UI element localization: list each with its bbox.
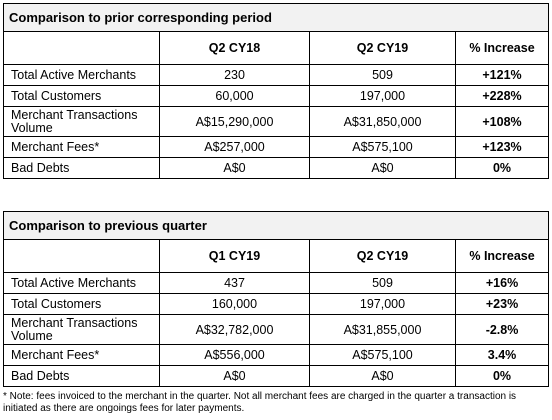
percent-cell: +123% xyxy=(456,137,549,158)
table-row xyxy=(4,158,549,179)
percent-cell: +108% xyxy=(456,107,549,137)
header-cell: Q1 CY19 xyxy=(160,240,310,273)
table-row xyxy=(4,315,549,345)
value-cell: 509 xyxy=(310,273,456,294)
value-cell: A$31,855,000 xyxy=(310,315,456,345)
header-cell: Q2 CY19 xyxy=(310,32,456,65)
value-cell: A$575,100 xyxy=(310,345,456,366)
table-row xyxy=(4,294,549,315)
value-cell: 197,000 xyxy=(310,294,456,315)
value-cell: 437 xyxy=(160,273,310,294)
value-cell: A$0 xyxy=(310,158,456,179)
value-cell: A$15,290,000 xyxy=(160,107,310,137)
header-cell: % Increase xyxy=(456,240,549,273)
percent-cell: +16% xyxy=(456,273,549,294)
table-row xyxy=(4,137,549,158)
header-cell: % Increase xyxy=(456,32,549,65)
table-row xyxy=(4,345,549,366)
row-label: Total Customers xyxy=(4,86,160,107)
row-label: Total Customers xyxy=(4,294,160,315)
percent-cell: 0% xyxy=(456,366,549,387)
percent-cell: +23% xyxy=(456,294,549,315)
value-cell: 197,000 xyxy=(310,86,456,107)
value-cell: A$257,000 xyxy=(160,137,310,158)
table-title: Comparison to prior corresponding period xyxy=(4,4,549,32)
row-label: Bad Debts xyxy=(4,158,160,179)
value-cell: 160,000 xyxy=(160,294,310,315)
comparison-prior-period-table xyxy=(3,3,549,179)
header-cell: Q2 CY18 xyxy=(160,32,310,65)
table-row xyxy=(4,107,549,137)
table-row xyxy=(4,65,549,86)
percent-cell: +228% xyxy=(456,86,549,107)
comparison-previous-quarter-table xyxy=(3,211,549,387)
value-cell: A$0 xyxy=(310,366,456,387)
table-row xyxy=(4,366,549,387)
row-label: Total Active Merchants xyxy=(4,65,160,86)
percent-cell: 0% xyxy=(456,158,549,179)
header-cell: Q2 CY19 xyxy=(310,240,456,273)
header-cell-empty xyxy=(4,32,160,65)
row-label: Merchant Transactions Volume xyxy=(4,315,160,345)
percent-cell: 3.4% xyxy=(456,345,549,366)
value-cell: A$0 xyxy=(160,366,310,387)
row-label: Merchant Fees* xyxy=(4,137,160,158)
row-label: Merchant Fees* xyxy=(4,345,160,366)
header-cell-empty xyxy=(4,240,160,273)
percent-cell: -2.8% xyxy=(456,315,549,345)
footnote: * Note: fees invoiced to the merchant in the quarter. Not all merchant fees are charged in the quarter a transaction is initiated as there are ongoings fees for later payments. xyxy=(3,391,517,414)
table-title: Comparison to previous quarter xyxy=(4,212,549,240)
value-cell: A$32,782,000 xyxy=(160,315,310,345)
value-cell: A$556,000 xyxy=(160,345,310,366)
table-row xyxy=(4,273,549,294)
row-label: Total Active Merchants xyxy=(4,273,160,294)
table-row xyxy=(4,86,549,107)
value-cell: 230 xyxy=(160,65,310,86)
value-cell: A$0 xyxy=(160,158,310,179)
percent-cell: +121% xyxy=(456,65,549,86)
row-label: Bad Debts xyxy=(4,366,160,387)
row-label: Merchant Transactions Volume xyxy=(4,107,160,137)
value-cell: A$575,100 xyxy=(310,137,456,158)
value-cell: A$31,850,000 xyxy=(310,107,456,137)
value-cell: 60,000 xyxy=(160,86,310,107)
value-cell: 509 xyxy=(310,65,456,86)
